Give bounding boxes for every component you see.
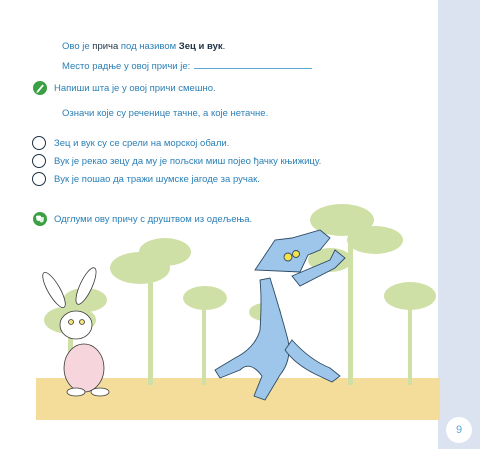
page-number: 9 xyxy=(446,417,472,443)
intro-line xyxy=(62,41,225,52)
place-prompt: Место радње у овој причи је: xyxy=(62,61,191,72)
task-act-text: Одглуми ову причу с друштвом из одељења. xyxy=(54,214,253,225)
statement-2-checkbox[interactable] xyxy=(32,154,46,168)
mark-instruction: Означи које су реченице тачне, а које нетачне. xyxy=(62,108,269,119)
task-7-text: Напиши шта је у овој причи смешно. xyxy=(54,83,216,94)
intro-prefix: Ово је xyxy=(62,41,90,52)
intro-end: . xyxy=(222,41,226,52)
statement-3-text: Вук је пошао да тражи шумске јагоде за ручак. xyxy=(54,174,260,185)
task-7-badge xyxy=(33,81,47,95)
statement-3-checkbox[interactable] xyxy=(32,172,46,186)
story-title: Зец и вук xyxy=(178,41,223,52)
statement-1-checkbox[interactable] xyxy=(32,136,46,150)
page-side-band xyxy=(438,0,480,449)
statement-1-text: Зец и вук су се срели на морској обали. xyxy=(54,138,230,149)
place-prompt-line xyxy=(62,59,312,72)
pencil-icon xyxy=(33,81,47,95)
wolf-and-rabbit-illustration xyxy=(30,200,440,430)
rabbit xyxy=(39,265,109,396)
intro-word-story: прича xyxy=(92,41,119,52)
statement-2-text: Вук је рекао зецу да му је пољски миш појео ђачку књижицу. xyxy=(54,156,322,167)
place-answer-field[interactable] xyxy=(194,59,312,69)
intro-middle: под називом xyxy=(120,41,177,52)
